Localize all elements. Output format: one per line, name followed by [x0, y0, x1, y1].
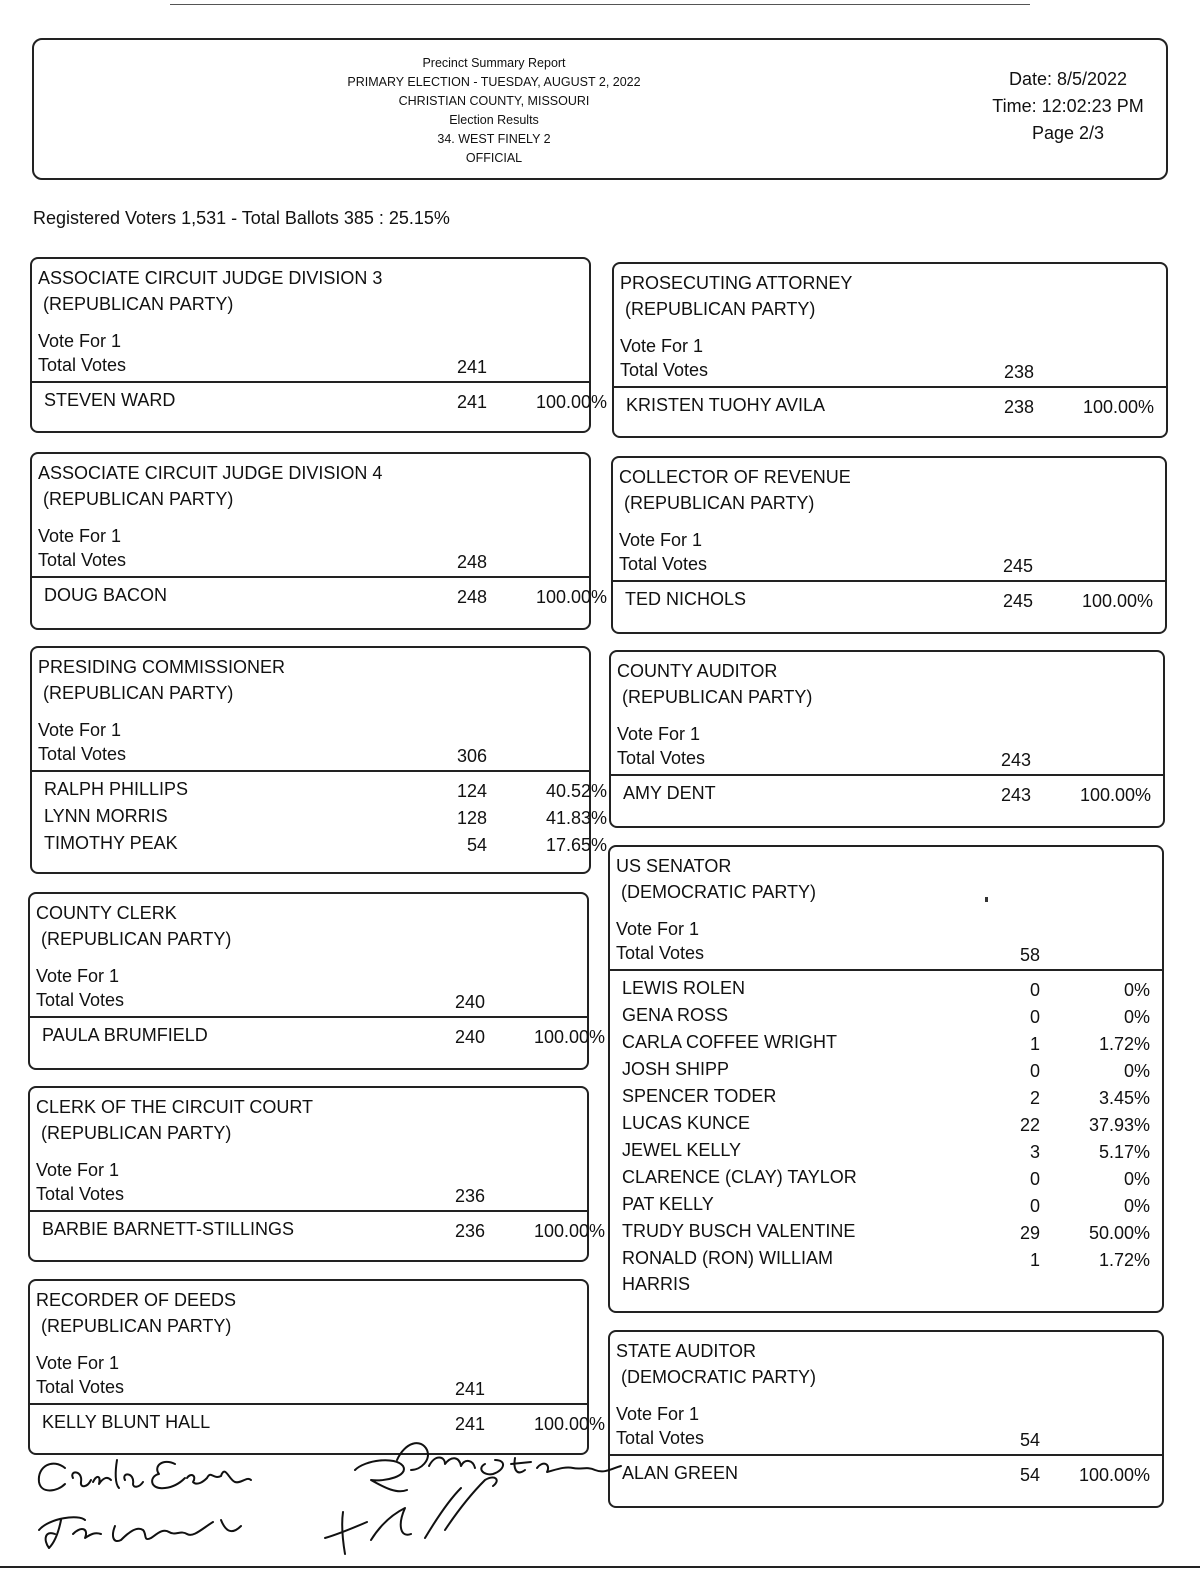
race-office: ASSOCIATE CIRCUIT JUDGE DIVISION 3: [38, 268, 383, 288]
candidate-name: CARLA COFFEE WRIGHT: [622, 1032, 838, 1052]
candidate-row: [30, 1216, 605, 1243]
race-box: [28, 1279, 605, 1455]
race-title: [30, 1281, 587, 1339]
candidate-percent: 100.00%: [535, 392, 607, 412]
total-votes-label: Total Votes: [619, 554, 708, 574]
candidate-name: TIMOTHY PEAK: [44, 833, 178, 853]
candidate-list: [30, 1212, 605, 1243]
candidate-votes: 236: [454, 1221, 485, 1241]
signature-scribbles: [25, 1430, 625, 1560]
candidate-row: [610, 1002, 1162, 1029]
candidate-percent: 50.00%: [1088, 1223, 1150, 1243]
total-votes-row: [30, 1182, 587, 1208]
race-box: [30, 646, 607, 874]
registered-voters-summary: Registered Voters 1,531 - Total Ballots 385 : 25.15%: [33, 208, 450, 228]
candidate-percent: 0%: [1123, 1007, 1150, 1027]
candidate-name: LYNN MORRIS: [44, 806, 168, 826]
total-votes-row: [30, 988, 587, 1014]
total-votes-label: Total Votes: [617, 748, 706, 768]
race-title: [32, 259, 589, 317]
top-edge-line: [170, 4, 1030, 5]
candidate-row: [32, 582, 607, 609]
candidate-name: STEVEN WARD: [44, 390, 176, 410]
vote-for-label: Vote For 1: [38, 526, 122, 546]
candidate-row: [610, 1137, 1162, 1164]
candidate-list: [30, 1018, 605, 1049]
candidate-name: SPENCER TODER: [622, 1086, 777, 1106]
race-party: (REPUBLICAN PARTY): [36, 929, 232, 949]
total-votes-value: 240: [454, 992, 485, 1012]
candidate-row: [610, 1110, 1162, 1137]
race-title: [32, 454, 589, 512]
candidate-votes: 29: [1019, 1223, 1040, 1243]
race-office: PRESIDING COMMISSIONER: [38, 657, 286, 677]
vote-for-label: Vote For 1: [36, 1160, 120, 1180]
candidate-name: ALAN GREEN: [622, 1463, 739, 1483]
candidate-percent: 0%: [1123, 1169, 1150, 1189]
total-votes-value: 243: [1000, 750, 1031, 770]
total-votes-value: 241: [456, 357, 487, 377]
candidate-row: [610, 1164, 1162, 1191]
candidate-row: [610, 1029, 1162, 1056]
total-votes-label: Total Votes: [36, 990, 125, 1010]
results-label: Election Results: [449, 113, 539, 127]
total-votes-row: [32, 548, 589, 574]
candidate-percent: 1.72%: [1098, 1034, 1150, 1054]
candidate-votes: 124: [456, 781, 487, 801]
vote-for-label: Vote For 1: [38, 331, 122, 351]
candidate-percent: 1.72%: [1098, 1250, 1150, 1270]
total-votes-label: Total Votes: [620, 360, 709, 380]
candidate-votes: 128: [456, 808, 487, 828]
candidate-percent: 0%: [1123, 980, 1150, 1000]
race-party: (REPUBLICAN PARTY): [36, 1316, 232, 1336]
candidate-percent: 100.00%: [1081, 591, 1153, 611]
candidate-votes: 2: [1029, 1088, 1040, 1108]
candidate-votes: 243: [1000, 785, 1031, 805]
total-votes-row: [610, 1426, 1162, 1452]
candidate-votes: 22: [1019, 1115, 1040, 1135]
race-office: COUNTY AUDITOR: [617, 661, 778, 681]
race-party: (REPUBLICAN PARTY): [38, 683, 234, 703]
race-title: [30, 894, 587, 952]
report-meta: [978, 66, 1158, 147]
candidate-row: [610, 1460, 1162, 1487]
race-party: (REPUBLICAN PARTY): [617, 687, 813, 707]
total-votes-label: Total Votes: [616, 1428, 705, 1448]
candidate-name: JOSH SHIPP: [622, 1059, 730, 1079]
race-box: [30, 257, 607, 433]
total-votes-label: Total Votes: [36, 1184, 125, 1204]
election-name: PRIMARY ELECTION - TUESDAY, AUGUST 2, 2022: [347, 75, 641, 89]
vote-for-label: Vote For 1: [38, 720, 122, 740]
candidate-name: PAULA BRUMFIELD: [42, 1025, 208, 1045]
race-party: (DEMOCRATIC PARTY): [616, 882, 817, 902]
race-box: [612, 262, 1168, 438]
race-party: (REPUBLICAN PARTY): [620, 299, 816, 319]
candidate-row: [32, 830, 607, 857]
candidate-votes: 241: [456, 392, 487, 412]
page-number: Page 2/3: [1031, 123, 1105, 143]
race-box: [28, 1086, 605, 1262]
total-votes-value: 238: [1003, 362, 1034, 382]
candidate-row: [32, 387, 607, 414]
candidate-votes: 1: [1029, 1034, 1040, 1054]
total-votes-row: [30, 1375, 587, 1401]
race-office: RECORDER OF DEEDS: [36, 1290, 237, 1310]
candidate-votes: 0: [1029, 980, 1040, 1000]
candidate-row: [613, 586, 1165, 613]
candidate-percent: 41.83%: [545, 808, 607, 828]
candidate-name: KELLY BLUNT HALL: [42, 1412, 211, 1432]
vote-for-label: Vote For 1: [617, 724, 701, 744]
candidate-percent: 40.52%: [545, 781, 607, 801]
candidate-list: [610, 1456, 1162, 1487]
bottom-edge-line: [0, 1566, 1200, 1568]
total-votes-label: Total Votes: [38, 355, 127, 375]
candidate-votes: 245: [1002, 591, 1033, 611]
candidate-row: [610, 975, 1162, 1002]
report-header: [32, 38, 1168, 180]
report-date: Date: 8/5/2022: [1008, 69, 1128, 89]
candidate-votes: 0: [1029, 1169, 1040, 1189]
candidate-votes: 0: [1029, 1196, 1040, 1216]
race-title: [613, 458, 1165, 516]
race-office: US SENATOR: [616, 856, 732, 876]
candidate-percent: 100.00%: [1078, 1465, 1150, 1485]
total-votes-value: 241: [454, 1379, 485, 1399]
total-votes-value: 58: [1019, 945, 1040, 965]
candidate-name: DOUG BACON: [44, 585, 168, 605]
candidate-list: [611, 776, 1163, 807]
candidate-votes: 240: [454, 1027, 485, 1047]
candidate-percent: 5.17%: [1098, 1142, 1150, 1162]
race-party: (DEMOCRATIC PARTY): [616, 1367, 817, 1387]
candidate-percent: 100.00%: [533, 1414, 605, 1434]
total-votes-value: 54: [1019, 1430, 1040, 1450]
candidate-name: TED NICHOLS: [625, 589, 747, 609]
report-title-block: [284, 54, 704, 168]
total-votes-value: 248: [456, 552, 487, 572]
candidate-row: [610, 1056, 1162, 1083]
candidate-percent: 100.00%: [1079, 785, 1151, 805]
candidate-name: RALPH PHILLIPS: [44, 779, 189, 799]
total-votes-label: Total Votes: [616, 943, 705, 963]
candidate-name: CLARENCE (CLAY) TAYLOR: [622, 1167, 857, 1187]
candidate-row: [611, 780, 1163, 807]
race-office: CLERK OF THE CIRCUIT COURT: [36, 1097, 314, 1117]
candidate-votes: 1: [1029, 1250, 1040, 1270]
total-votes-label: Total Votes: [38, 550, 127, 570]
candidate-percent: 100.00%: [1082, 397, 1154, 417]
total-votes-value: 236: [454, 1186, 485, 1206]
stray-mark: [985, 897, 988, 902]
race-title: [610, 1332, 1162, 1390]
race-office: PROSECUTING ATTORNEY: [620, 273, 853, 293]
candidate-list: [32, 383, 607, 414]
candidate-row: [614, 392, 1166, 419]
vote-for-label: Vote For 1: [36, 966, 120, 986]
candidate-percent: 37.93%: [1088, 1115, 1150, 1135]
candidate-percent: 17.65%: [545, 835, 607, 855]
total-votes-row: [613, 552, 1165, 578]
candidate-name: AMY DENT: [623, 783, 716, 803]
candidate-votes: 3: [1029, 1142, 1040, 1162]
candidate-name: JEWEL KELLY: [622, 1140, 742, 1160]
race-party: (REPUBLICAN PARTY): [619, 493, 815, 513]
race-office: ASSOCIATE CIRCUIT JUDGE DIVISION 4: [38, 463, 383, 483]
total-votes-row: [614, 358, 1166, 384]
candidate-name: TRUDY BUSCH VALENTINE: [622, 1221, 856, 1241]
signatures: [25, 1430, 625, 1560]
official-label: OFFICIAL: [465, 151, 523, 165]
candidate-list: [614, 388, 1166, 419]
race-party: (REPUBLICAN PARTY): [38, 294, 234, 314]
report-time: Time: 12:02:23 PM: [992, 96, 1144, 116]
race-title: [32, 648, 589, 706]
race-party: (REPUBLICAN PARTY): [38, 489, 234, 509]
candidate-list: [610, 971, 1162, 1297]
precinct-name: 34. WEST FINELY 2: [437, 132, 551, 146]
candidate-name: LEWIS ROLEN: [622, 978, 746, 998]
candidate-list: [32, 772, 607, 857]
candidate-name: BARBIE BARNETT-STILLINGS: [42, 1219, 295, 1239]
candidate-votes: 54: [1019, 1465, 1040, 1485]
race-party: (REPUBLICAN PARTY): [36, 1123, 232, 1143]
candidate-row: [30, 1022, 605, 1049]
candidate-votes: 54: [466, 835, 487, 855]
candidate-name: RONALD (RON) WILLIAM HARRIS: [622, 1248, 834, 1294]
race-box: [28, 892, 605, 1070]
vote-for-label: Vote For 1: [620, 336, 704, 356]
candidate-percent: 100.00%: [533, 1221, 605, 1241]
candidate-name: GENA ROSS: [622, 1005, 729, 1025]
race-title: [614, 264, 1166, 322]
candidate-votes: 241: [454, 1414, 485, 1434]
race-box: [611, 456, 1167, 634]
race-title: [611, 652, 1163, 710]
total-votes-row: [611, 746, 1163, 772]
total-votes-label: Total Votes: [38, 744, 127, 764]
race-box: [608, 1330, 1164, 1508]
candidate-row: [610, 1083, 1162, 1110]
candidate-percent: 100.00%: [533, 1027, 605, 1047]
candidate-row: [610, 1245, 1162, 1297]
race-title: [610, 847, 1162, 905]
candidate-name: LUCAS KUNCE: [622, 1113, 751, 1133]
candidate-name: PAT KELLY: [622, 1194, 714, 1214]
candidate-list: [32, 578, 607, 609]
total-votes-value: 245: [1002, 556, 1033, 576]
race-office: COLLECTOR OF REVENUE: [619, 467, 851, 487]
total-votes-row: [32, 742, 589, 768]
race-box: [30, 452, 607, 630]
total-votes-value: 306: [456, 746, 487, 766]
vote-for-label: Vote For 1: [616, 1404, 700, 1424]
candidate-votes: 248: [456, 587, 487, 607]
candidate-row: [610, 1218, 1162, 1245]
candidate-name: KRISTEN TUOHY AVILA: [626, 395, 826, 415]
race-title: [30, 1088, 587, 1146]
report-type: Precinct Summary Report: [422, 56, 566, 70]
race-office: COUNTY CLERK: [36, 903, 177, 923]
candidate-row: [32, 803, 607, 830]
race-office: STATE AUDITOR: [616, 1341, 757, 1361]
total-votes-row: [32, 353, 589, 379]
candidate-list: [613, 582, 1165, 613]
race-box: [609, 650, 1165, 828]
vote-for-label: Vote For 1: [36, 1353, 120, 1373]
total-votes-label: Total Votes: [36, 1377, 125, 1397]
candidate-percent: 0%: [1123, 1061, 1150, 1081]
candidate-votes: 0: [1029, 1061, 1040, 1081]
total-votes-row: [610, 941, 1162, 967]
candidate-votes: 0: [1029, 1007, 1040, 1027]
vote-for-label: Vote For 1: [616, 919, 700, 939]
candidate-row: [32, 776, 607, 803]
candidate-percent: 3.45%: [1098, 1088, 1150, 1108]
county-name: CHRISTIAN COUNTY, MISSOURI: [398, 94, 590, 108]
candidate-row: [610, 1191, 1162, 1218]
race-box: [608, 845, 1164, 1313]
candidate-percent: 0%: [1123, 1196, 1150, 1216]
candidate-votes: 238: [1003, 397, 1034, 417]
vote-for-label: Vote For 1: [619, 530, 703, 550]
candidate-percent: 100.00%: [535, 587, 607, 607]
